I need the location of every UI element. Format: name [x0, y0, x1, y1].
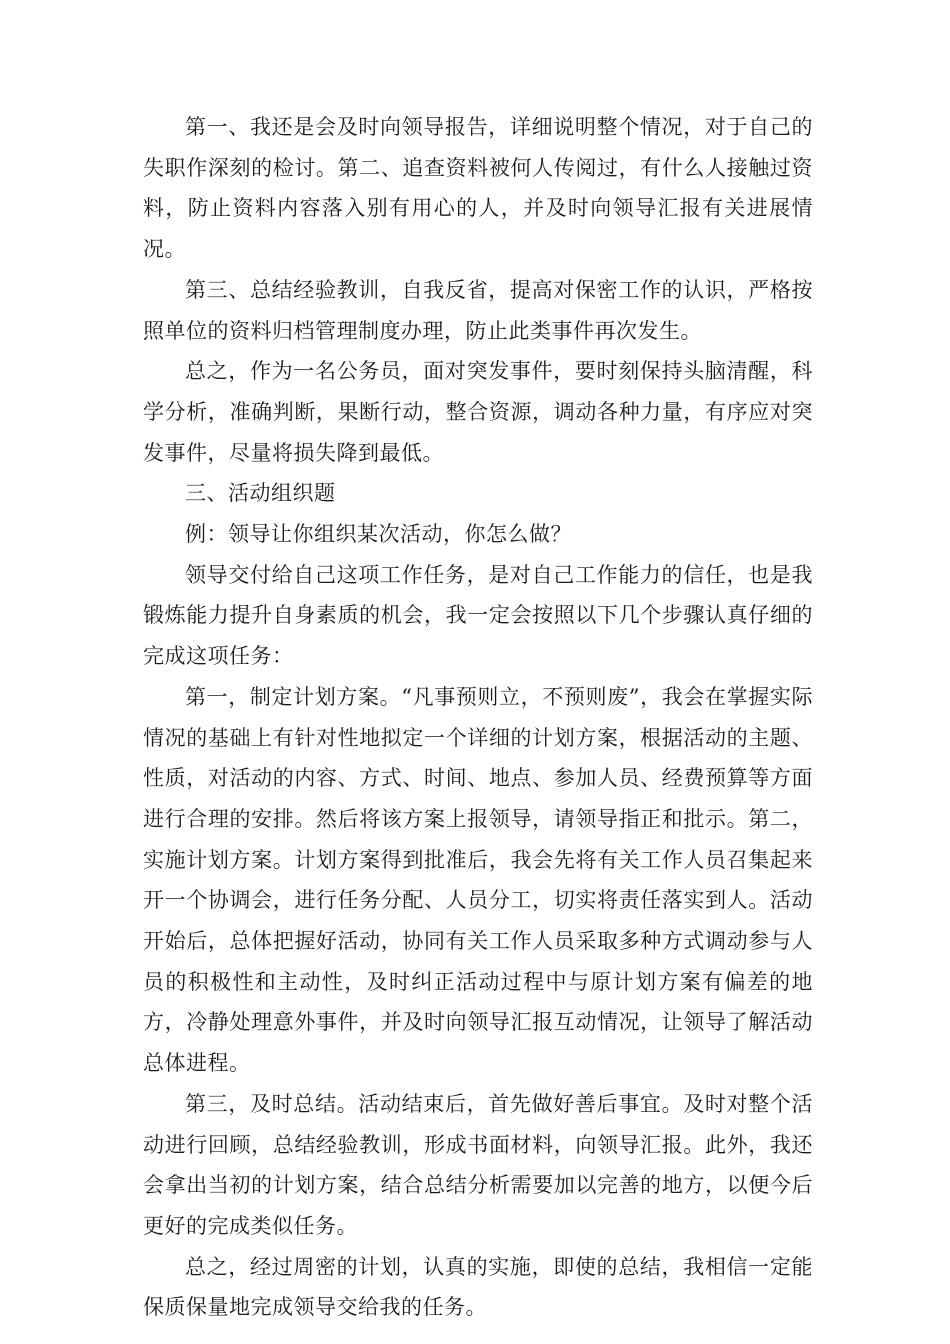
paragraph-plan-and-implement: 第一，制定计划方案。“凡事预则立，不预则废”，我会在掌握实际情况的基础上有针对性地拟定一个详细的计划方案，根据活动的主题、性质，对活动的内容、方式、时间、地点、参加人员、经费预算等方面进行合理的安排。然后将该方案上报领导，请领导指正和批示。第二，实施计划方案。计划方案得到批准后，我会先将有关工作人员召集起来开一个协调会，进行任务分配、人员分工，切实将责任落实到人。活动开始后，总体把握好活动，协同有关工作人员采取多种方式调动参与人员的积极性和主动性，及时纠正活动过程中与原计划方案有偏差的地方，冷静处理意外事件，并及时向领导汇报互动情况，让领导了解活动总体进程。	[143, 684, 813, 1076]
paragraph-conclusion: 总之，经过周密的计划，认真的实施，即使的总结，我相信一定能保质保量地完成领导交给我的任务。	[143, 1254, 813, 1320]
example-question: 例：领导让你组织某次活动，你怎么做？	[185, 522, 572, 547]
section-heading-activity-organization: 三、活动组织题	[185, 481, 336, 506]
paragraph-lessons-learned: 第三、总结经验教训，自我反省，提高对保密工作的认识，严格按照单位的资料归档管理制度办理，防止此类事件再次发生。	[143, 277, 813, 343]
paragraph-timely-summary: 第三，及时总结。活动结束后，首先做好善后事宜。及时对整个活动进行回顾，总结经验教训，形成书面材料，向领导汇报。此外，我还会拿出当初的计划方案，结合总结分析需要加以完善的地方，以便今后更好的完成类似任务。	[143, 1091, 813, 1238]
paragraph-emergency-steps: 第一、我还是会及时向领导报告，详细说明整个情况，对于自己的失职作深刻的检讨。第二、追查资料被何人传阅过，有什么人接触过资料，防止资料内容落入别有用心的人，并及时向领导汇报有关进展情况。	[143, 115, 813, 262]
document-page	[143, 107, 813, 1328]
paragraph-emergency-summary: 总之，作为一名公务员，面对突发事件，要时刻保持头脑清醒，科学分析，准确判断，果断行动，整合资源，调动各种力量，有序应对突发事件，尽量将损失降到最低。	[143, 359, 813, 465]
paragraph-task-intro: 领导交付给自己这项工作任务，是对自己工作能力的信任，也是我锻炼能力提升自身素质的机会，我一定会按照以下几个步骤认真仔细的完成这项任务：	[143, 562, 813, 669]
